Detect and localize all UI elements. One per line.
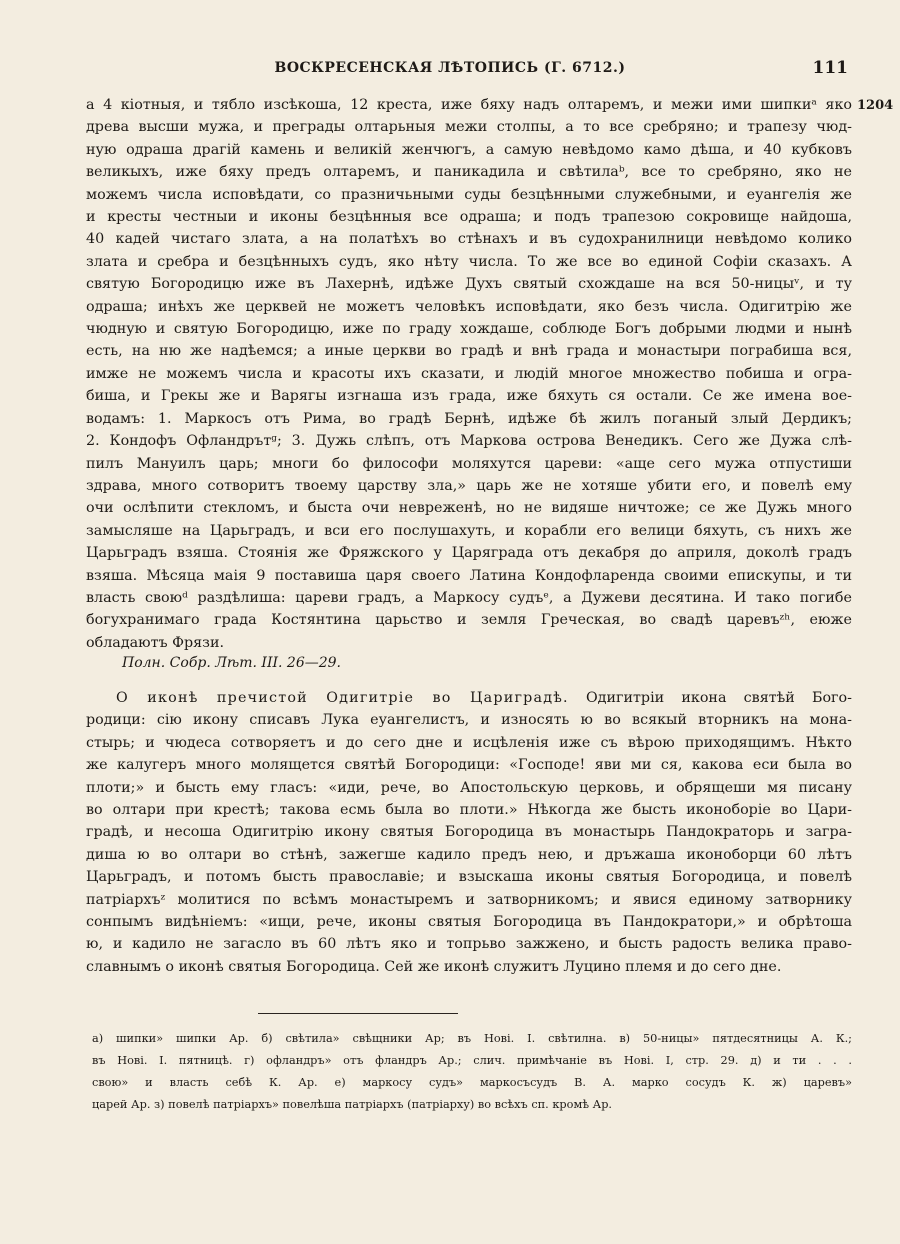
text-line: обладаютъ Фрязи. — [86, 634, 225, 651]
text-line: великыхъ, иже бяху предъ олтаремъ, и паникадила и свѣтилаᵇ, все то сребряно, яко не — [86, 164, 852, 181]
footnotes — [92, 1028, 852, 1116]
text-line: ю, и кадило не загасло въ 60 лѣтъ яко и топрьво зажжено, и бысть радость велика право- — [86, 936, 852, 953]
source-citation: Полн. Собр. Лѣт. III. 26—29. — [122, 655, 342, 671]
text-line: ную одраша драгій камень и великій женчюгъ, а самую невѣдомо камо дѣша, и 40 кубковъ — [86, 141, 852, 158]
text-line: и кресты честныи и иконы безцѣнныя все одраша; и подъ трапезою сокровище найдоша, — [86, 209, 852, 226]
text-line: Царьградъ, и потомъ бысть православіе; и взыскаша иконы святыя Богородица, и повелѣ — [86, 869, 852, 886]
text-line: можемъ числа исповѣдати, со празничьными суды безцѣнными служебными, и еуангелія же — [86, 186, 852, 203]
text-line: 2. Кондофъ Офландрътᵍ; 3. Дужь слѣпъ, отъ Маркова острова Венедикъ. Сего же Дужа слѣ- — [86, 433, 852, 450]
text-line: пилъ Мануилъ царь; многи бо философи моляхутся цареви: «аще сего мужа отпустиши — [86, 455, 852, 472]
text-line: власть своюᵈ раздѣлиша: цареви градъ, а Маркосу судъᵉ, а Дужеви десятина. И тако погибе — [86, 589, 852, 606]
running-header-title: ВОСКРЕСЕНСКАЯ ЛѢТОПИСЬ (Г. 6712.) — [274, 60, 626, 76]
text-line: водамъ: 1. Маркосъ отъ Рима, во градѣ Бернѣ, идѣже бѣ жилъ поганый злый Дердикъ; — [86, 410, 852, 427]
text-line: здрава, много сотворитъ твоему царству зла,» царь же не хотяше убити его, и повелѣ ему — [86, 477, 852, 494]
text-line: святую Богородицю иже въ Лахернѣ, идѣже Духъ святый схождаше на вся 50-ницыᵛ, и ту — [86, 276, 852, 293]
footnote-line: въ Нові. I. пятницѣ. г) офландръ» отъ фландръ Ар.; слич. примѣчаніе въ Нові. I, стр. 29. д) и ти . . . — [92, 1054, 852, 1067]
text-line: злата и сребра и безцѣнныхъ судъ, яко нѣту числа. То же все во единой Софіи сказахъ. А — [86, 253, 852, 270]
text-line: одраша; инѣхъ же церквей не можетъ человѣкъ исповѣдати, яко безъ числа. Одигитрію же — [86, 298, 852, 315]
icon-section — [86, 687, 852, 978]
footnote-line: а) шипки» шипки Ар. б) свѣтила» свѣщники Ар; въ Нові. I. свѣтилна. в) 50-ницы» пятдесятницы А. К.; — [92, 1032, 852, 1045]
margin-year-note: 1204 — [857, 98, 894, 113]
text-line: сонпымъ видѣніемъ: «ищи, рече, иконы святыя Богородица въ Пандократори,» и обрѣтоша — [86, 914, 852, 931]
text-line: есть, на ню же надѣемся; а иные церкви во градѣ и внѣ града и монастыри пограбиша вся, — [86, 343, 852, 360]
text-line: родици: сію икону списавъ Лука еуангелистъ, и износять ю во всякый вторникъ на мона- — [86, 712, 852, 729]
footnote-divider — [258, 1013, 458, 1014]
text-line: биша, и Грекы же и Варягы изгнаша изъ града, иже бяхуть ся остали. Се же имена вое- — [86, 388, 852, 405]
text-line: диша ю во олтари во стѣнѣ, зажегше кадило предъ нею, и дръжаша иконоборци 60 лѣтъ — [86, 846, 852, 863]
text-line: имже не можемъ числа и красоты ихъ сказати, и людій многое множество побиша и огра- — [86, 365, 852, 382]
text-line: стырь; и чюдеса сотворяетъ и до сего дне и исцѣленія иже съ вѣрою приходящимъ. Нѣкто — [86, 734, 852, 751]
chronicle-text — [86, 94, 852, 654]
text-line: взяша. Мѣсяца маія 9 поставиша царя своего Латина Кондофларенда своими епискупы, и ти — [86, 567, 852, 584]
footnote-line: царей Ар. з) повелѣ патріархъ» повелѣша патріархъ (патріарху) во всѣхъ сп. кромѣ Ар. — [92, 1098, 613, 1111]
text-line: во олтари при крестѣ; такова есмь была во плоти.» Нѣкогда же бысть иконоборіе во Цари- — [86, 802, 852, 819]
section-first-line — [86, 687, 852, 709]
text-line: а 4 кіотныя, и тябло изсѣкоша, 12 креста, иже бяху надъ олтаремъ, и межи ими шипкиᵃ яко — [86, 97, 852, 113]
text-line: древа высши мужа, и преграды олтарьныя межи столпы, а то все сребряно; и трапезу чюд- — [86, 119, 852, 136]
text-line: плоти;» и бысть ему гласъ: «иди, рече, во Апостольскую церковь, и обрящеши мя писану — [86, 779, 852, 796]
text-line: замысляше на Царьградъ, и вси его послушахуть, и корабли его велици бяхуть, съ нихъ же — [86, 522, 852, 539]
text-line: славнымъ о иконѣ святыя Богородица. Сей же иконѣ служитъ Луцино племя и до сего дне. — [86, 958, 782, 975]
text-line: градѣ, и несоша Одигитрію икону святыя Богородица въ монастырь Пандократорь и загра- — [86, 824, 852, 841]
text-line: богухранимаго града Костянтина царьство и земля Греческая, во свадѣ царевъᶻʰ, еюже — [86, 612, 852, 629]
text-line: Царьградъ взяша. Стоянія же Фряжского у Царяграда отъ декабря до априля, доколѣ градъ — [86, 545, 852, 562]
text-line: очи ослѣпити стекломъ, и быста очи невреженѣ, но не видяше ничтоже; се же Дужь много — [86, 500, 852, 517]
text-line: чюдную и святую Богородицю, иже по граду хождаше, соблюде Богъ добрыми людми и нынѣ — [86, 321, 852, 338]
text-line: же калугеръ много молящется святѣй Богородици: «Господе! яви ми ся, какова еси была во — [86, 757, 852, 774]
footnote-line: свою» и власть себѣ К. Ар. е) маркосу судъ» маркосъсудъ В. А. марко сосудъ К. ж) царевъ» — [92, 1076, 852, 1089]
text-line: Одигитріи икона святѣй Бого- — [585, 690, 852, 706]
text-line: патріархъᶻ молитися по всѣмъ монастыремъ и затворникомъ; и явися единому затворнику — [86, 891, 852, 908]
text-line: 40 кадей чистаго злата, а на полатѣхъ во стѣнахъ и въ судохранилници невѣдомо колико — [86, 231, 852, 248]
section-title: О иконѣ пречистой Одигитріе во Цариградѣ. — [116, 690, 569, 706]
page-number: 111 — [812, 58, 848, 78]
